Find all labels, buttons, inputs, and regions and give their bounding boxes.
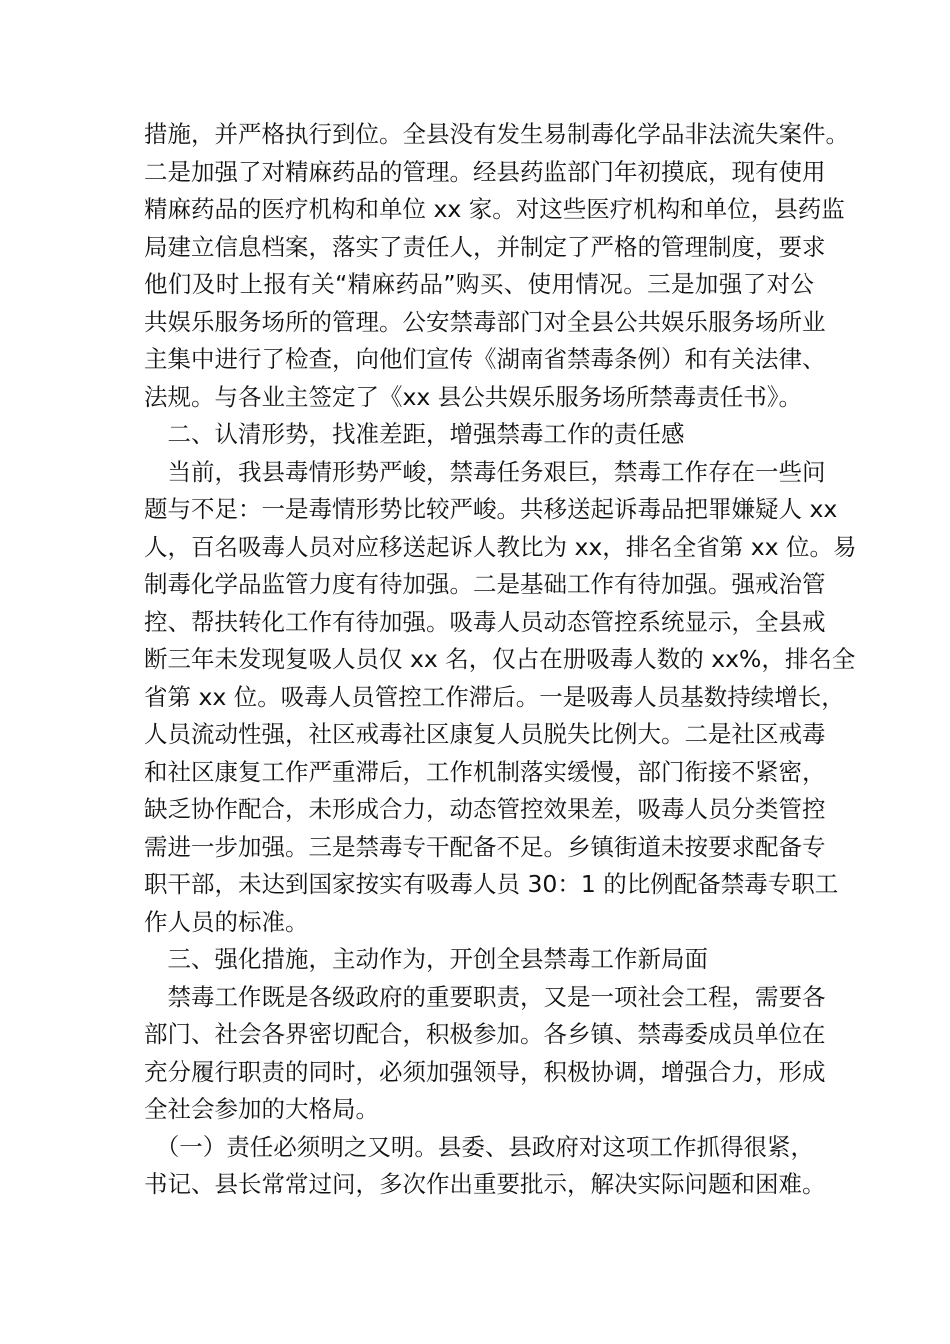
body-text-line: 题与不足：一是毒情形势比较严峻。共移送起诉毒品把罪嫌疑人 xx — [144, 495, 838, 523]
body-text-line: 人，百名吸毒人员对应移送起诉人教比为 xx，排名全省第 xx 位。易 — [144, 533, 857, 561]
body-text-line: 断三年未发现复吸人员仅 xx 名，仅占在册吸毒人数的 xx%，排名全 — [144, 645, 856, 673]
body-text-line: 他们及时上报有关“精麻药品”购买、使用情况。三是加强了对公 — [144, 270, 814, 298]
section-heading: 二、认清形势，找准差距，增强禁毒工作的责任感 — [144, 420, 685, 448]
body-text-line: 缺乏协作配合，未形成合力，动态管控效果差，吸毒人员分类管控 — [144, 795, 826, 823]
body-text-line: （一）责任必须明之又明。县委、县政府对这项工作抓得很紧， — [144, 1133, 814, 1161]
body-text-line: 书记、县长常常过问，多次作出重要批示，解决实际问题和困难。 — [144, 1170, 826, 1198]
body-text-line: 禁毒工作既是各级政府的重要职责，又是一项社会工程，需要各 — [144, 983, 826, 1011]
body-text-line: 省第 xx 位。吸毒人员管控工作滞后。一是吸毒人员基数持续增长， — [144, 683, 845, 711]
body-text-line: 主集中进行了检查，向他们宣传《湖南省禁毒条例）和有关法律、 — [144, 345, 826, 373]
body-text-line: 二是加强了对精麻药品的管理。经县药监部门年初摸底，现有使用 — [144, 158, 826, 186]
body-text-line: 人员流动性强，社区戒毒社区康复人员脱失比例大。二是社区戒毒 — [144, 720, 826, 748]
body-text-line: 局建立信息档案，落实了责任人，并制定了严格的管理制度，要求 — [144, 233, 826, 261]
body-text-line: 职干部，未达到国家按实有吸毒人员 30：1 的比例配备禁毒专职工 — [144, 870, 839, 898]
body-text-line: 制毒化学品监管力度有待加强。二是基础工作有待加强。强戒治管 — [144, 570, 826, 598]
body-text-line: 当前，我县毒情形势严峻，禁毒任务艰巨，禁毒工作存在一些问 — [144, 458, 826, 486]
body-text-line: 需进一步加强。三是禁毒专干配备不足。乡镇街道未按要求配备专 — [144, 833, 826, 861]
body-text-line: 控、帮扶转化工作有待加强。吸毒人员动态管控系统显示，全县戒 — [144, 608, 826, 636]
body-text-line: 部门、社会各界密切配合，积极参加。各乡镇、禁毒委成员单位在 — [144, 1020, 826, 1048]
body-text-line: 共娱乐服务场所的管理。公安禁毒部门对全县公共娱乐服务场所业 — [144, 308, 826, 336]
body-text-line: 法规。与各业主签定了《xx 县公共娱乐服务场所禁毒责任书》。 — [144, 383, 803, 411]
body-text-line: 作人员的标准。 — [144, 908, 309, 936]
body-text-line: 充分履行职责的同时，必须加强领导，积极协调，增强合力，形成 — [144, 1058, 826, 1086]
body-text-line: 精麻药品的医疗机构和单位 xx 家。对这些医疗机构和单位，县药监 — [144, 195, 845, 223]
body-text-line: 和社区康复工作严重滞后，工作机制落实缓慢，部门衔接不紧密， — [144, 758, 826, 786]
section-heading: 三、强化措施，主动作为，开创全县禁毒工作新局面 — [144, 945, 708, 973]
body-text-line: 措施，并严格执行到位。全县没有发生易制毒化学品非法流失案件。 — [144, 120, 849, 148]
body-text-line: 全社会参加的大格局。 — [144, 1095, 379, 1123]
